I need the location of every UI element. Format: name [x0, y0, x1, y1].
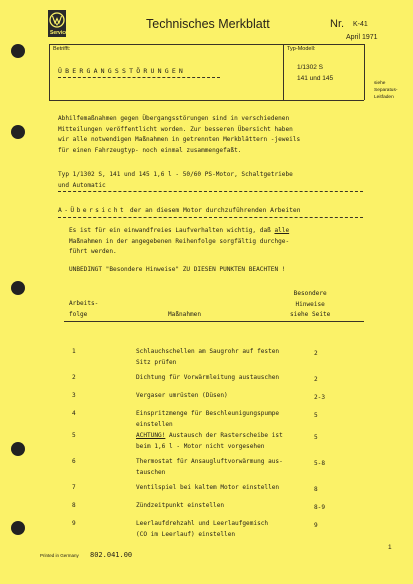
- page-title: Technisches Merkblatt: [146, 17, 270, 31]
- row-page-ref: 2: [314, 350, 318, 357]
- row-page-ref: 5-8: [314, 460, 326, 467]
- intro-paragraph: [58, 114, 300, 156]
- row-measure: [136, 483, 279, 494]
- row-measure-line: einstellen: [136, 420, 173, 428]
- row-number: 3: [72, 392, 76, 399]
- row-measure-line: Dichtung für Vorwärmleitung austauschen: [136, 374, 280, 381]
- row-measure: [136, 501, 224, 512]
- col-header-measures: Maßnahmen: [168, 311, 202, 318]
- type-value-line1: 1/1302 S: [297, 64, 324, 71]
- punch-hole: [11, 125, 25, 139]
- vw-logo: [48, 10, 66, 37]
- row-measure-line: Ventilspiel bei kaltem Motor einstellen: [136, 484, 280, 491]
- row-measure-text: Austausch der Rasterscheibe ist: [165, 432, 283, 439]
- row-measure-line: Sitz prüfen: [136, 358, 177, 366]
- box-right-line: [364, 44, 365, 100]
- row-measure: [136, 391, 228, 402]
- subject-underline: [58, 77, 220, 78]
- warning-emphasis: ACHTUNG!: [136, 432, 166, 439]
- intro-line: wir alle notwendigen Maßnahmen in getrennten Merkblättern -jeweils: [58, 136, 301, 143]
- row-page-ref: 9: [314, 522, 318, 529]
- punch-hole: [11, 281, 25, 295]
- punch-hole: [11, 442, 25, 456]
- header-line: Arbeits-: [69, 300, 99, 307]
- form-number: 802.041.00: [90, 551, 133, 559]
- notice-line: UNBEDINGT "Besondere Hinweise" ZU DIESEN PUNKTEN BEACHTEN !: [69, 266, 286, 273]
- row-page-ref: 2: [314, 376, 318, 383]
- type-line-text: und Automatic: [58, 181, 106, 189]
- row-measure: [136, 431, 283, 452]
- row-measure-line: tauschen: [136, 468, 166, 476]
- row-number: 7: [72, 484, 76, 491]
- punch-hole: [11, 521, 25, 535]
- paragraph-line: führt werden.: [69, 248, 117, 255]
- row-page-ref: 8: [314, 486, 318, 493]
- document-date: April 1971: [346, 34, 378, 41]
- box-divider-line: [283, 44, 284, 100]
- paragraph-text: Maßnahmen in der angegebenen Reihenfolge sorgfältig durchge-: [69, 237, 290, 245]
- side-note-line: Separatus-: [374, 88, 398, 93]
- box-top-line: [49, 44, 364, 45]
- row-measure-line: (CO im Leerlauf) einstellen: [136, 530, 236, 538]
- printed-label: Printed in Germany: [40, 553, 79, 558]
- row-measure-line: Vergaser umrüsten (Düsen): [136, 392, 228, 399]
- table-header-line: [64, 321, 364, 322]
- intro-line: Abhilfemaßnahmen gegen Übergangsstörungen sind in verschiedenen: [58, 115, 290, 122]
- row-page-ref: 8-9: [314, 504, 326, 511]
- intro-line: für einen Fahrzeugtyp- noch einmal zusammengefaßt.: [58, 146, 242, 154]
- header-line: Hinweise: [295, 300, 325, 308]
- row-measure: [136, 347, 279, 368]
- type-line: [58, 170, 293, 191]
- row-measure: [136, 373, 279, 384]
- header-line: folge: [69, 310, 88, 318]
- row-measure: [136, 457, 283, 478]
- logo-text: Service: [50, 30, 68, 36]
- row-measure-line: Einspritzmenge für Beschleunigungspumpe: [136, 410, 280, 417]
- row-number: 9: [72, 520, 76, 527]
- paragraph-emphasis: alle: [274, 227, 290, 234]
- row-measure: [136, 519, 268, 540]
- row-number: 6: [72, 458, 76, 465]
- paragraph-line: Es ist für ein einwandfreies Laufverhalten wichtig, daß alle: [69, 227, 290, 234]
- row-measure-line: Schlauchschellen am Saugrohr auf festen: [136, 348, 280, 355]
- type-line-divider: [58, 191, 363, 192]
- side-note-line: Leitfaden: [374, 95, 394, 100]
- type-line-text: Typ 1/1302 S, 141 und 145 1,6 l - 50/60 PS-Motor, Schaltgetriebe: [58, 171, 293, 178]
- row-measure-line: Leerlaufdrehzahl und Leerlaufgemisch: [136, 520, 269, 527]
- subject-label: Betrifft:: [53, 46, 71, 52]
- row-measure-line: [136, 431, 283, 442]
- section-a-paragraph: [69, 226, 289, 258]
- row-page-ref: 5: [314, 412, 318, 419]
- row-number: 1: [72, 348, 76, 355]
- type-value-line2: 141 und 145: [297, 75, 334, 82]
- row-number: 2: [72, 374, 76, 381]
- side-note: [374, 80, 410, 101]
- subject-value: ÜBERGANGSSTÖRUNGEN: [58, 67, 187, 75]
- row-number: 4: [72, 410, 76, 417]
- section-a-heading: [58, 206, 301, 217]
- box-left-line: [49, 44, 50, 100]
- row-measure: [136, 409, 279, 430]
- row-number: 8: [72, 502, 76, 509]
- box-bottom-line: [49, 100, 364, 101]
- col-header-order: [69, 299, 98, 320]
- section-a-label: A-Übersicht: [58, 207, 127, 214]
- side-note-line: siehe: [374, 81, 386, 86]
- punch-hole: [11, 44, 25, 58]
- col-header-page: [290, 289, 330, 321]
- number-label: Nr.: [330, 18, 345, 30]
- document-number: K-41: [353, 21, 368, 28]
- row-page-ref: 2-3: [314, 394, 326, 401]
- row-page-ref: 5: [314, 434, 318, 441]
- intro-line: Mitteilungen veröffentlicht worden. Zur besseren Übersicht haben: [58, 125, 293, 133]
- header-line: Besondere: [293, 290, 327, 297]
- header-line: siehe Seite: [290, 311, 331, 318]
- section-a-title: der an diesem Motor durchzuführenden Arbeiten: [129, 207, 301, 214]
- paragraph-line: [69, 237, 289, 248]
- page-number: 1: [388, 544, 392, 551]
- type-model-label: Typ-Modell:: [287, 46, 316, 52]
- row-measure-line: beim 1,6 l - Motor nicht vorgesehen: [136, 442, 265, 450]
- row-number: 5: [72, 432, 76, 439]
- section-a-underline: [58, 217, 363, 218]
- row-measure-line: Zündzeitpunkt einstellen: [136, 502, 225, 509]
- row-measure-line: Thermostat für Ansaugluftvorwärmung aus-: [136, 458, 283, 465]
